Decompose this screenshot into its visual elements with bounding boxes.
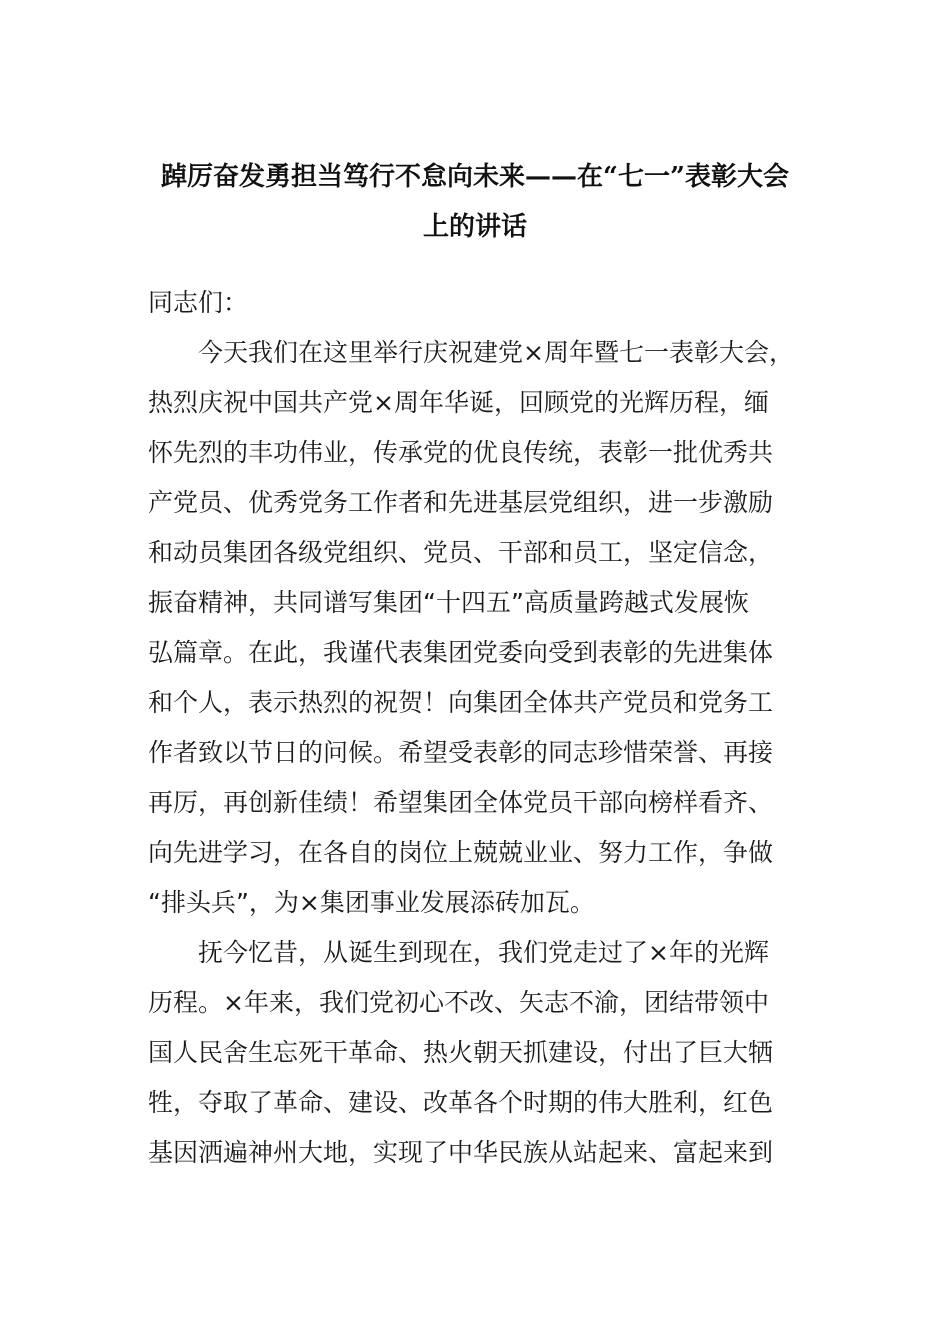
body-text-line: 产党员、优秀党务工作者和先进基层党组织，进一步激励 bbox=[148, 488, 774, 517]
body-text-line: 抚今忆昔，从诞生到现在，我们党走过了×年的光辉 bbox=[198, 938, 769, 967]
title-line: 踔厉奋发勇担当笃行不怠向未来——在“七一”表彰大会 bbox=[161, 162, 789, 192]
body-text-line: 牲，夺取了革命、建设、改革各个时期的伟大胜利，红色 bbox=[148, 1088, 774, 1117]
document-body bbox=[148, 278, 802, 1178]
body-text-line: 再厉，再创新佳绩！希望集团全体党员干部向榜样看齐、 bbox=[148, 788, 774, 817]
body-text-line: 弘篇章。在此，我谨代表集团党委向受到表彰的先进集体 bbox=[148, 638, 774, 667]
title-line: 上的讲话 bbox=[422, 212, 527, 242]
body-text-line: “排头兵”，为×集团事业发展添砖加瓦。 bbox=[148, 888, 595, 917]
body-text-line: 和动员集团各级党组织、党员、干部和员工，坚定信念， bbox=[148, 538, 774, 567]
salutation: 同志们： bbox=[148, 288, 249, 317]
body-text-line: 历程。×年来，我们党初心不改、矢志不渝，团结带领中 bbox=[148, 988, 769, 1017]
body-text-line: 和个人，表示热烈的祝贺！向集团全体共产党员和党务工 bbox=[148, 688, 774, 717]
body-text-line: 基因洒遍神州大地，实现了中华民族从站起来、富起来到 bbox=[148, 1138, 774, 1167]
body-text-line: 作者致以节日的问候。希望受表彰的同志珍惜荣誉、再接 bbox=[148, 738, 774, 767]
body-text-line: 热烈庆祝中国共产党×周年华诞，回顾党的光辉历程，缅 bbox=[148, 388, 769, 417]
body-text-line: 国人民舍生忘死干革命、热火朝天抓建设，付出了巨大牺 bbox=[148, 1038, 774, 1067]
body-text-line: 今天我们在这里举行庆祝建党×周年暨七一表彰大会， bbox=[198, 338, 794, 367]
body-text-line: 向先进学习，在各自的岗位上兢兢业业、努力工作，争做 bbox=[148, 838, 774, 867]
body-text-line: 怀先烈的丰功伟业，传承党的优良传统，表彰一批优秀共 bbox=[148, 438, 774, 467]
document-title bbox=[148, 152, 802, 252]
body-text-line: 振奋精神，共同谱写集团“十四五”高质量跨越式发展恢 bbox=[148, 588, 749, 617]
